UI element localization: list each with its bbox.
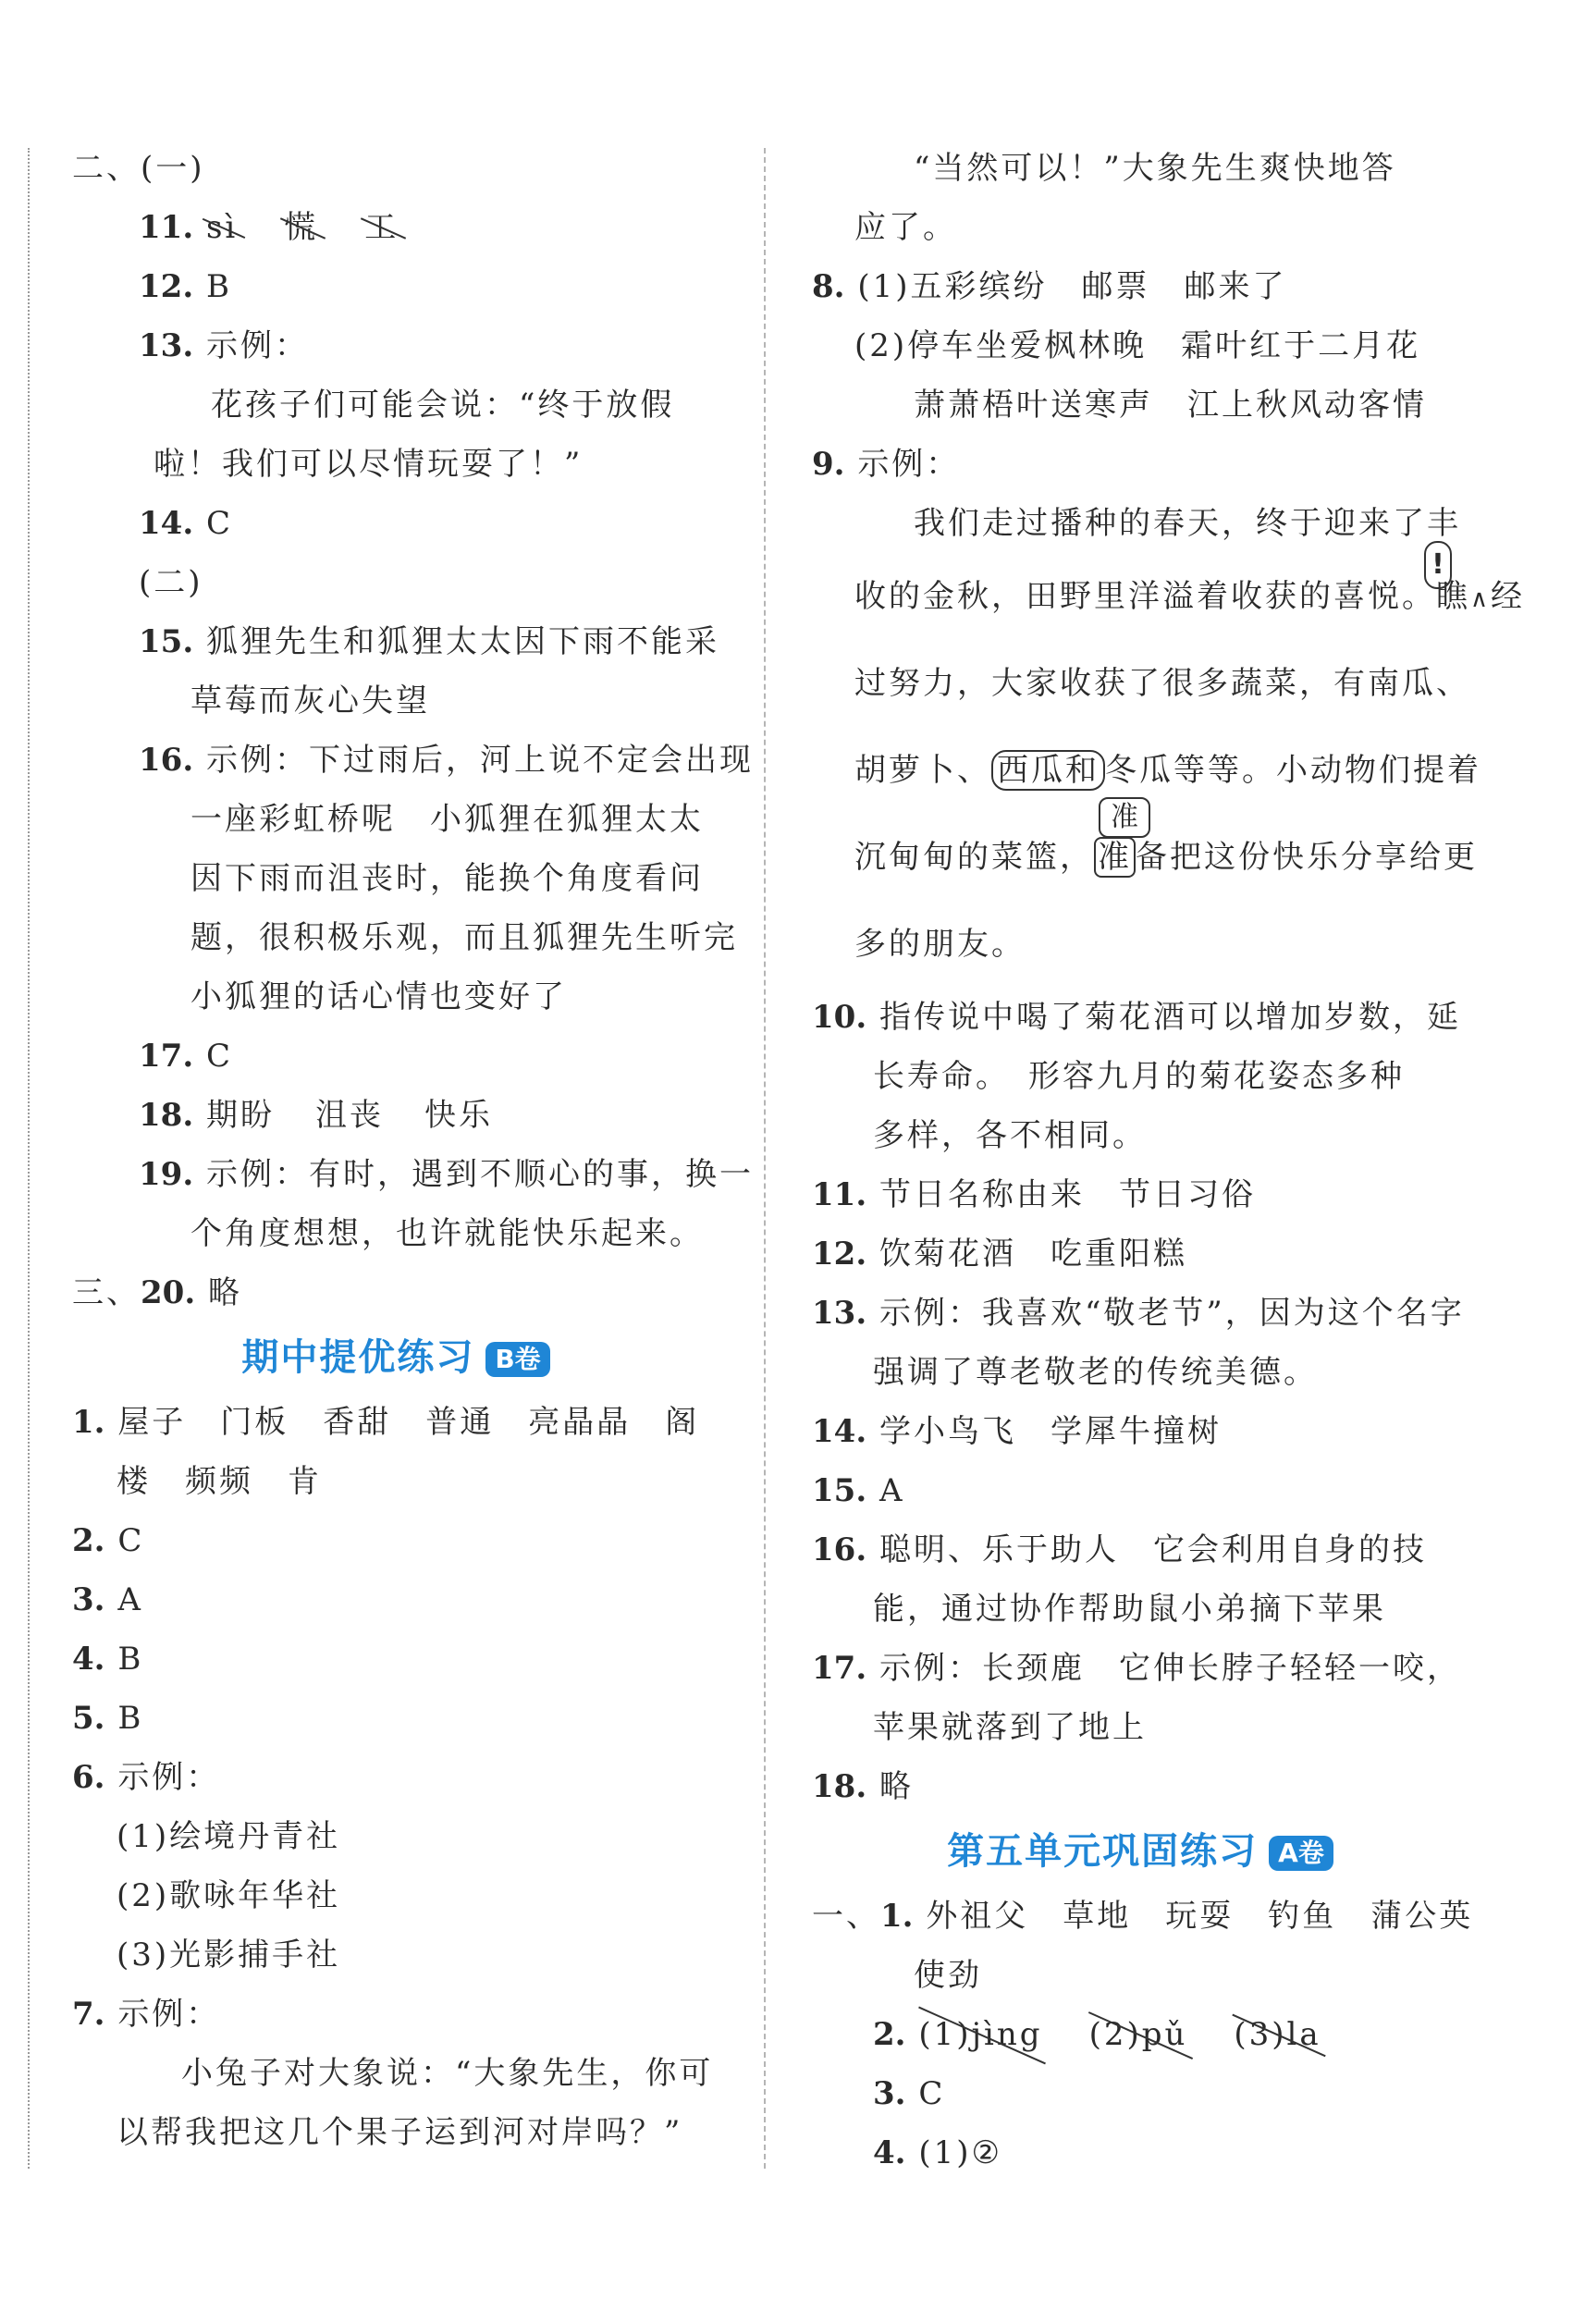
midterm-answer-4: 4. B: [72, 1641, 144, 1678]
answer-13-line-2: 啦！我们可以尽情玩耍了！”: [154, 446, 584, 483]
answer-11: 11. sì 慌 工: [72, 198, 719, 257]
midterm-answer-9: 9. 示例：: [812, 446, 961, 483]
midterm-answer-7-cont-2: 应了。: [854, 209, 957, 246]
answer-17: 17. C: [139, 1038, 233, 1075]
midterm-answer-17: 17. 示例：长颈鹿 它伸长脖子轻轻一咬，: [812, 1650, 1461, 1687]
answer-11-item-3: 工: [364, 198, 399, 257]
unit5-answer-3: 3. C: [873, 2075, 946, 2112]
answer-18: 18. 期盼 沮丧 快乐: [139, 1097, 493, 1134]
answer-16-line-3: 因下雨而沮丧时，能换个角度看问: [190, 860, 704, 897]
midterm-answer-7-line-1: 小兔子对大象说：“大象先生，你可: [181, 2055, 714, 2092]
midterm-answer-17-line-2: 苹果就落到了地上: [873, 1709, 1147, 1746]
midterm-answer-16: 16. 聪明、乐于助人 它会利用自身的技: [812, 1531, 1427, 1568]
midterm-answer-7-cont-1: “当然可以！”大象先生爽快地答: [914, 150, 1396, 187]
midterm-answer-1: 1. 屋子 门板 香甜 普通 亮晶晶 阁: [72, 1404, 700, 1441]
midterm-answer-9-line-2: 收的金秋，田野里洋溢着收获的喜悦。瞧∧经: [854, 578, 1526, 615]
answer-16-line-5: 小狐狸的话心情也变好了: [190, 978, 567, 1015]
answer-15: 15. 狐狸先生和狐狸太太因下雨不能采: [139, 623, 719, 660]
midterm-answer-14: 14. 学小鸟飞 学犀牛撞树: [812, 1413, 1222, 1450]
left-column: [72, 139, 754, 2162]
midterm-answer-8-line-2: (2)停车坐爱枫林晚 霜叶红于二月花: [854, 327, 1421, 364]
right-column: [812, 139, 1526, 2183]
midterm-answer-11: 11. 节日名称由来 节日习俗: [812, 1176, 1256, 1213]
midterm-answer-9-line-5: 沉甸甸的菜篮， 准 备把这份快乐分享给更: [854, 839, 1478, 876]
answer-11-item-1: sì: [206, 198, 238, 257]
unit5-section-title: 第五单元巩固练习 A卷: [812, 1816, 1468, 1887]
midterm-answer-10: 10. 指传说中喝了菊花酒可以增加岁数，延: [812, 999, 1461, 1036]
midterm-answer-7: 7. 示例：: [72, 1996, 221, 2033]
midterm-answer-1-line-2: 楼 频频 肯: [117, 1463, 322, 1500]
midterm-answer-9-line-1: 我们走过播种的春天，终于迎来了丰: [914, 505, 1461, 542]
answer-19-line-2: 个角度想想，也许就能快乐起来。: [190, 1215, 704, 1252]
boxed-correction: 准: [1094, 837, 1136, 878]
midterm-badge: B卷: [485, 1342, 549, 1377]
answer-16-line-4: 题，很积极乐观，而且狐狸先生听完: [190, 919, 738, 956]
midterm-answer-6-option-2: (2)歌咏年华社: [117, 1877, 341, 1914]
answer-12: 12. B: [139, 268, 232, 305]
midterm-answer-16-line-2: 能，通过协作帮助鼠小弟摘下苹果: [873, 1591, 1386, 1628]
circled-correction: 西瓜和: [991, 750, 1105, 791]
midterm-answer-5: 5. B: [72, 1700, 144, 1737]
midterm-answer-3: 3. A: [72, 1581, 143, 1618]
handwritten-correction-insert: 准: [1099, 797, 1150, 838]
midterm-answer-10-line-3: 多样，各不相同。: [873, 1117, 1147, 1154]
midterm-answer-2: 2. C: [72, 1522, 145, 1559]
midterm-answer-13: 13. 示例：我喜欢“敬老节”，因为这个名字: [812, 1295, 1465, 1332]
answer-15-line-2: 草莓而灰心失望: [190, 682, 430, 719]
subsection-2: (二): [139, 564, 203, 601]
midterm-answer-9-line-3: 过努力，大家收获了很多蔬菜，有南瓜、: [854, 665, 1470, 702]
midterm-answer-9-line-6: 多的朋友。: [854, 926, 1026, 963]
midterm-answer-13-line-2: 强调了尊老敬老的传统美德。: [873, 1354, 1318, 1391]
answer-13-line-1: 花孩子们可能会说：“终于放假: [211, 387, 675, 424]
handwritten-exclamation-mark: !: [1424, 541, 1452, 589]
answer-11-item-2: 慌: [284, 198, 318, 257]
column-divider: [764, 148, 766, 2169]
midterm-answer-6-option-3: (3)光影捕手社: [117, 1937, 341, 1974]
midterm-answer-18: 18. 略: [812, 1768, 914, 1805]
binding-margin-line: [28, 148, 30, 2169]
answer-14: 14. C: [139, 505, 233, 542]
midterm-answer-8: 8. (1)五彩缤纷 邮票 邮来了: [812, 268, 1287, 305]
answer-13: 13. 示例：: [139, 327, 309, 364]
section-2-header: 二、(一): [72, 150, 205, 187]
unit5-answer-1: 一、1. 外祖父 草地 玩耍 钓鱼 蒲公英: [812, 1898, 1474, 1935]
answer-16: 16. 示例：下过雨后，河上说不定会出现: [139, 742, 754, 779]
answer-16-line-2: 一座彩虹桥呢 小狐狸在狐狸太太: [190, 801, 704, 838]
midterm-answer-6: 6. 示例：: [72, 1759, 221, 1796]
unit5-answer-1-line-2: 使劲: [914, 1957, 982, 1994]
unit5-answer-4: 4. (1)②: [873, 2134, 1002, 2171]
midterm-answer-10-line-2: 长寿命。 形容九月的菊花姿态多种: [873, 1058, 1405, 1095]
unit5-answer-2: 2. (1)jìng (2)pǔ (3)la: [812, 2005, 1468, 2064]
midterm-answer-15: 15. A: [812, 1472, 905, 1509]
midterm-answer-9-line-4: 胡萝卜、 西瓜和 冬瓜等等。小动物们提着: [854, 752, 1481, 789]
midterm-answer-8-line-3: 萧萧梧叶送寒声 江上秋风动客情: [914, 387, 1427, 424]
midterm-answer-12: 12. 饮菊花酒 吃重阳糕: [812, 1236, 1187, 1273]
section-3-answer-20: 三、20. 略: [72, 1274, 242, 1311]
midterm-section-title: 期中提优练习 B卷: [72, 1322, 719, 1393]
midterm-answer-7-line-2: 以帮我把这几个果子运到河对岸吗？”: [117, 2114, 683, 2151]
answer-19: 19. 示例：有时，遇到不顺心的事，换一: [139, 1156, 754, 1193]
midterm-answer-6-option-1: (1)绘境丹青社: [117, 1818, 341, 1855]
unit5-badge: A卷: [1269, 1836, 1333, 1871]
